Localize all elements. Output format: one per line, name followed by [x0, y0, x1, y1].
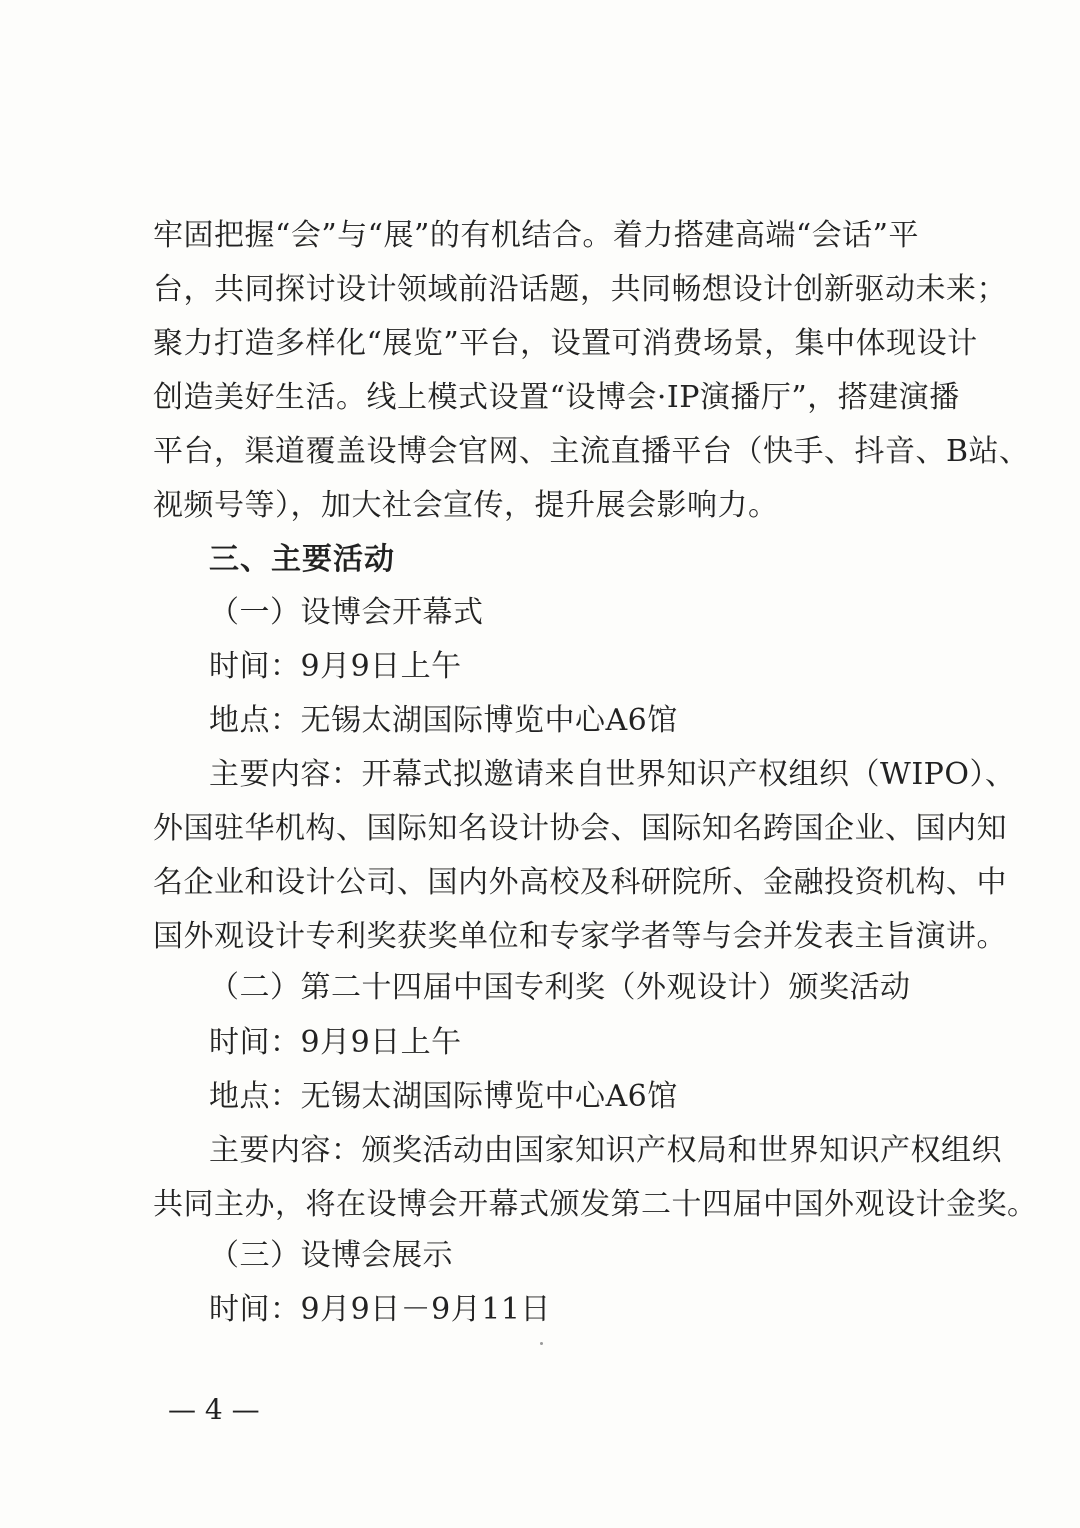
scan-speck: [540, 1342, 543, 1345]
activity-content-line: 国外观设计专利奖获奖单位和专家学者等与会并发表主旨演讲。: [153, 919, 1007, 954]
paragraph-line: 牢固把握“会”与“展”的有机结合。着力搭建高端“会话”平: [153, 218, 920, 253]
paragraph-line: 台，共同探讨设计领域前沿话题，共同畅想设计创新驱动未来；: [153, 272, 1007, 307]
activity-content-line: 外国驻华机构、国际知名设计协会、国际知名跨国企业、国内知: [153, 811, 1007, 846]
activity-content-line: 主要内容：颁奖活动由国家知识产权局和世界知识产权组织: [209, 1133, 1002, 1168]
activity-location: 地点：无锡太湖国际博览中心A6馆: [209, 703, 678, 738]
paragraph-line: 聚力打造多样化“展览”平台，设置可消费场景，集中体现设计: [153, 326, 978, 361]
activity-content-line: 名企业和设计公司、国内外高校及科研院所、金融投资机构、中: [153, 865, 1007, 900]
activity-title: （一）设博会开幕式: [209, 595, 484, 630]
paragraph-line: 平台，渠道覆盖设博会官网、主流直播平台（快手、抖音、B站、: [153, 434, 1030, 469]
activity-title: （二）第二十四届中国专利奖（外观设计）颁奖活动: [209, 970, 911, 1005]
activity-content-line: 主要内容：开幕式拟邀请来自世界知识产权组织（WIPO）、: [209, 757, 1016, 792]
activity-content-line: 共同主办，将在设博会开幕式颁发第二十四届中国外观设计金奖。: [153, 1187, 1038, 1222]
activity-time: 时间：9月9日－9月11日: [209, 1292, 551, 1327]
activity-time: 时间：9月9日上午: [209, 649, 462, 684]
activity-location: 地点：无锡太湖国际博览中心A6馆: [209, 1079, 678, 1114]
paragraph-line: 视频号等），加大社会宣传，提升展会影响力。: [153, 488, 779, 523]
paragraph-line: 创造美好生活。线上模式设置“设博会·IP演播厅”，搭建演播: [153, 380, 960, 415]
page-number: — 4 —: [168, 1393, 260, 1426]
activity-title: （三）设博会展示: [209, 1238, 453, 1273]
section-heading: 三、主要活动: [209, 542, 395, 577]
activity-time: 时间：9月9日上午: [209, 1025, 462, 1060]
